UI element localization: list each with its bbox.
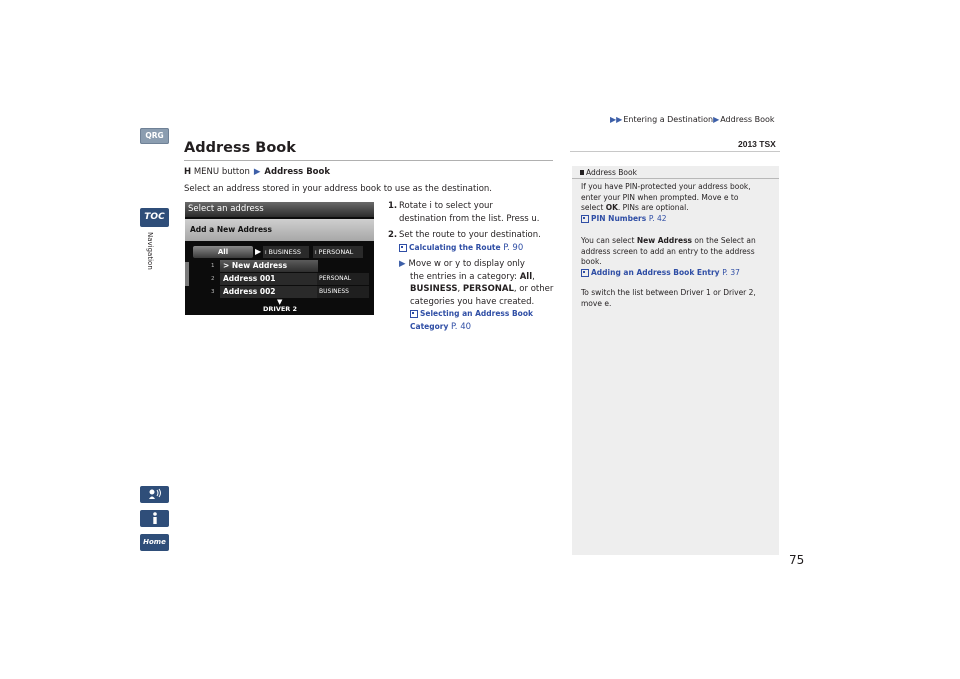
arrow-icon: ▶ — [253, 167, 261, 177]
menu-path-target: Address Book — [264, 167, 330, 177]
note-icon — [580, 170, 584, 175]
screen-down-arrow-icon: ▼ — [277, 298, 283, 306]
voice-icon-glyph — [148, 488, 162, 500]
screen-header: Select an address — [185, 202, 374, 217]
screen-list-item: 2 Address 001 PERSONAL — [211, 273, 369, 285]
triangle-icon: ▶ — [713, 115, 720, 124]
note-box — [572, 166, 779, 555]
screen-category-business: i BUSINESS — [263, 246, 309, 258]
toc-tab[interactable]: TOC — [140, 208, 169, 227]
step-1: 1. — [388, 201, 398, 211]
screen-scrollbar — [185, 262, 189, 286]
note-paragraph-new-address: You can select New Address on the Select an address screen to add an entry to the address book. Adding an Address Book Entry P. 37 — [581, 236, 773, 278]
screen-image — [185, 202, 374, 315]
note-paragraph-driver: To switch the list between Driver 1 or Driver 2, move e. — [581, 288, 756, 308]
screen-play-icon: ▶ — [255, 247, 262, 256]
note-divider — [572, 178, 779, 179]
qrg-tab[interactable]: QRG — [140, 128, 169, 144]
title-divider — [184, 160, 553, 161]
home-icon[interactable]: Home — [140, 534, 169, 551]
menu-button-icon: H — [184, 167, 192, 177]
xref-selecting-category[interactable]: Selecting an Address Book — [399, 308, 554, 321]
xref-icon — [581, 269, 589, 277]
screen-add-new-address: Add a New Address — [185, 219, 374, 241]
screen-address-list — [211, 260, 369, 299]
step-2: 2. — [388, 230, 398, 240]
breadcrumb-current: Address Book — [720, 115, 775, 124]
intro-text: Select an address stored in your address book to use as the destination. — [184, 184, 492, 194]
xref-icon — [410, 310, 418, 318]
divider — [570, 151, 780, 152]
model-label: 2013 TSX — [738, 139, 776, 149]
xref-selecting-category-line2[interactable]: Category P. 40 — [410, 321, 472, 332]
xref-icon — [399, 244, 407, 252]
step-2-sub: ▶ Move w or y to display only the entries in a category: All, BUSINESS, PERSONAL, or other categories you have created. Selecting an Address Book Category P. 40 — [399, 259, 554, 332]
screen-driver-label: DRIVER 2 — [263, 305, 298, 313]
note-paragraph-pin: If you have PIN-protected your address book, enter your PIN when prompted. Move e to select OK. PINs are optional. PIN Numbers P. 42 — [581, 182, 773, 224]
screen-category-personal: i PERSONAL — [313, 246, 363, 258]
screen-category-all: All — [193, 246, 253, 258]
breadcrumb-link-entering-destination[interactable]: Entering a Destination — [623, 115, 714, 124]
page-title: Address Book — [184, 140, 296, 156]
note-heading: Address Book — [580, 168, 637, 177]
page-number: 75 — [789, 553, 805, 567]
xref-calculating-route[interactable]: Calculating the Route P. 90 — [399, 242, 554, 255]
voice-command-icon[interactable] — [140, 486, 169, 503]
screen-list-item: 3 Address 002 BUSINESS — [211, 286, 369, 298]
step-1-text: Rotate i to select your destination from the list. Press u. — [399, 201, 540, 224]
menu-path-button: MENU button — [193, 167, 250, 177]
screen-list-item: 1 > New Address — [211, 260, 369, 272]
arrow-icon: ▶ — [399, 259, 406, 269]
breadcrumb — [610, 115, 775, 124]
xref-adding-entry[interactable]: Adding an Address Book Entry P. 37 — [581, 268, 773, 279]
step-2-text: Set the route to your destination. Calculating the Route P. 90 — [399, 229, 554, 254]
section-label: Navigation — [146, 232, 154, 270]
menu-path — [184, 167, 330, 177]
xref-pin-numbers[interactable]: PIN Numbers P. 42 — [581, 214, 773, 225]
triangle-icon: ▶▶ — [610, 115, 623, 124]
info-icon-glyph — [151, 512, 159, 525]
info-icon[interactable] — [140, 510, 169, 527]
xref-icon — [581, 215, 589, 223]
